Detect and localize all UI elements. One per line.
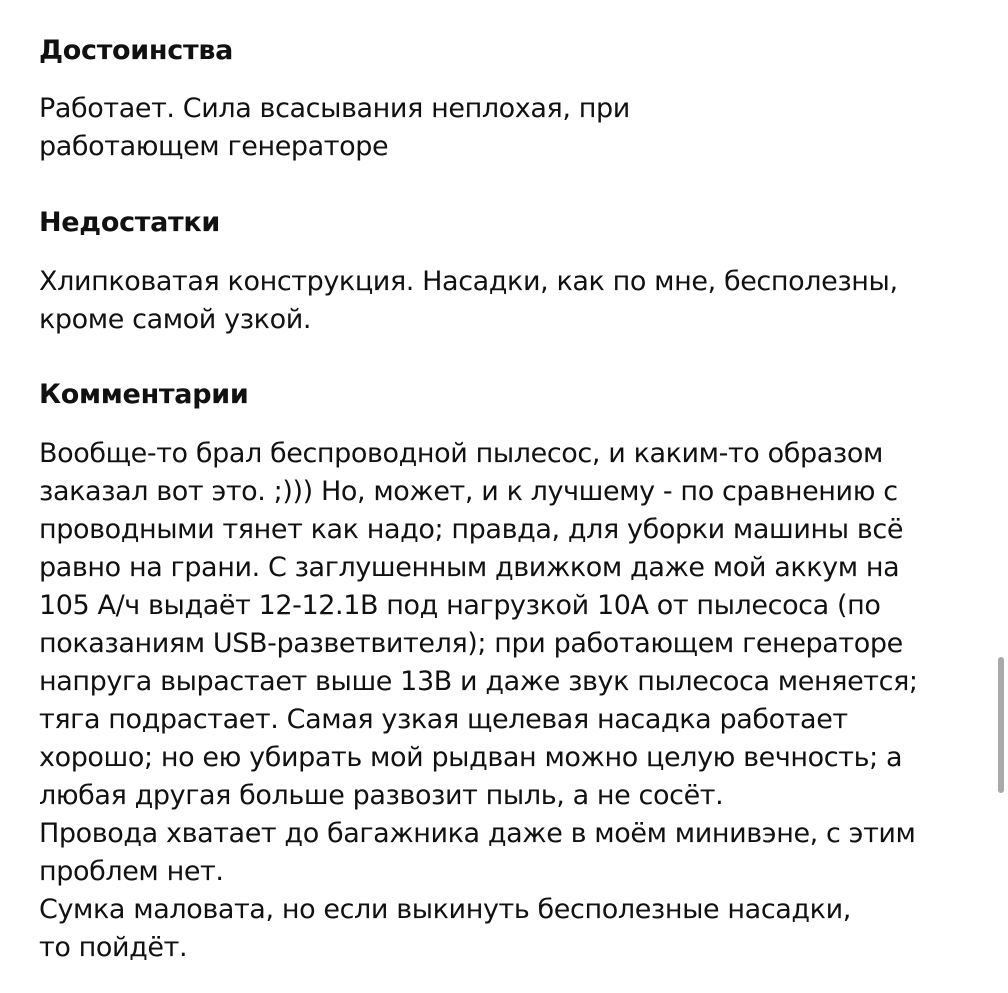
cons-text bbox=[39, 263, 898, 339]
comments-line: то пойдёт. bbox=[39, 932, 188, 963]
cons-line: кроме самой узкой. bbox=[39, 304, 312, 335]
comments-line: равно на грани. С заглушенным движком даже мой аккум на bbox=[39, 552, 900, 583]
comments-text bbox=[39, 435, 918, 967]
comments-line: тяга подрастает. Самая узкая щелевая насадка работает bbox=[39, 704, 848, 735]
pros-text bbox=[39, 90, 630, 166]
pros-line: Работает. Сила всасывания неплохая, при bbox=[39, 93, 630, 124]
vertical-scrollbar[interactable] bbox=[998, 657, 1004, 793]
comments-line: проблем нет. bbox=[39, 856, 224, 887]
comments-line: 105 А/ч выдаёт 12-12.1В под нагрузкой 10А от пылесоса (по bbox=[39, 590, 881, 621]
comments-line: заказал вот это. ;))) Но, может, и к лучшему - по сравнению с bbox=[39, 476, 898, 507]
comments-line: показаниям USB-разветвителя); при работающем генераторе bbox=[39, 628, 903, 659]
pros-heading: Достоинства bbox=[39, 35, 234, 66]
pros-line: работающем генераторе bbox=[39, 131, 389, 162]
comments-line: любая другая больше развозит пыль, а не сосёт. bbox=[39, 780, 724, 811]
cons-line: Хлипковатая конструкция. Насадки, как по мне, бесполезны, bbox=[39, 266, 898, 297]
comments-line: проводными тянет как надо; правда, для уборки машины всё bbox=[39, 514, 904, 545]
comments-line: Вообще-то брал беспроводной пылесос, и каким-то образом bbox=[39, 438, 883, 469]
comments-line: напруга вырастает выше 13В и даже звук пылесоса меняется; bbox=[39, 666, 918, 697]
comments-line: Провода хватает до багажника даже в моём минивэне, с этим bbox=[39, 818, 916, 849]
comments-heading: Комментарии bbox=[39, 379, 249, 410]
comments-line: хорошо; но ею убирать мой рыдван можно целую вечность; а bbox=[39, 742, 903, 773]
comments-line: Сумка маловата, но если выкинуть бесполезные насадки, bbox=[39, 894, 851, 925]
cons-heading: Недостатки bbox=[39, 207, 221, 238]
